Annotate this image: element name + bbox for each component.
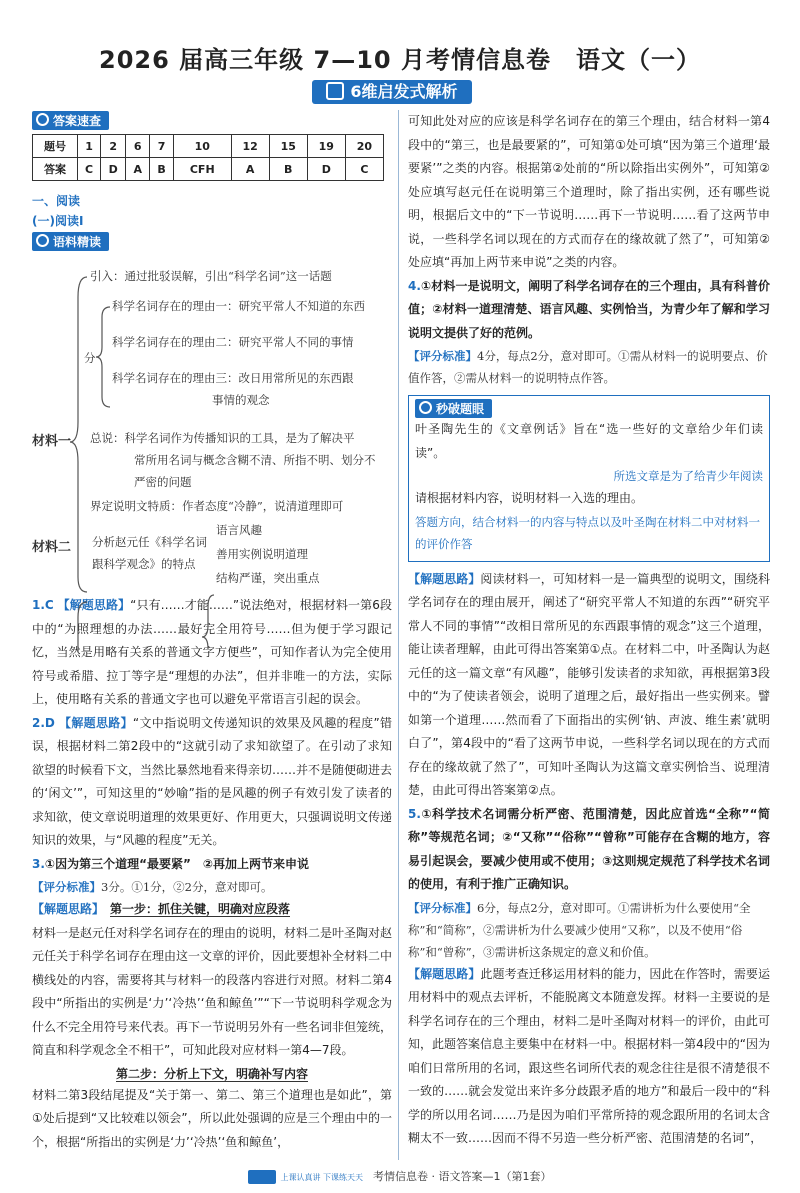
key-point-label: 秒破题眼 <box>436 402 485 416</box>
reading-tag <box>32 232 109 251</box>
material-two-analysis: 分析赵元任《科学名词 <box>92 535 207 549</box>
q4-label: 【解题思路】 <box>408 571 481 586</box>
reason-two: 科学名词存在的理由二：研究平常人不同的事情 <box>112 335 354 349</box>
q3-paragraph3: 可知此处对应的应该是科学名词存在的第三个理由，结合材料一第4段中的“第三，也是最要紧的”，可知第①处可填“因为第三个道理‘最要紧’”之类的内容。根据第②处前的“所以除指出实例外”，可知第②处应填写赵元任在说明第三个道理时，除了指出实例，还有哪些说明，根据后文中的“下一节说明……再下一节说明……看了这两节申说，一些科学名词以现在的方式而存在的缘故就了然了”，可知第②处应填“再加上两节来申说”之类的内容。 <box>408 114 770 269</box>
key-point-tag <box>415 399 492 418</box>
summary-line: 严密的问题 <box>134 475 192 489</box>
q4-standard-text: 4分，每点2分，意对即可。①需从材料一的说明要点、价值作答，②需从材料一的说明特点作答。 <box>408 349 768 385</box>
step-two: 第二步：分析上下文，明确补写内容 <box>115 1066 308 1081</box>
a-cell: D <box>307 158 345 181</box>
summary-line: 总说：科学名词作为传播知识的工具，是为了解决平 <box>90 431 355 445</box>
footer-text: 考情信息卷 · 语文答案—1（第1套） <box>373 1170 552 1183</box>
intro-note: 引入：通过批驳误解，引出“科学名词”这一话题 <box>90 269 332 283</box>
step-two-wrap <box>32 1065 392 1082</box>
reason-three: 科学名词存在的理由三：改日用常所见的东西跟 <box>112 371 354 385</box>
a-cell: B <box>269 158 307 181</box>
q4-standard <box>408 345 770 389</box>
q-cell: 12 <box>231 135 269 158</box>
q3-answer <box>32 853 392 877</box>
a-cell: C <box>78 158 101 181</box>
analysis-badge <box>312 80 472 104</box>
feature-item: 结构严谨，突出重点 <box>216 571 320 585</box>
question-row <box>33 135 384 158</box>
q4-explanation <box>408 568 770 803</box>
branch-label: 分 <box>84 351 96 365</box>
q-cell: 19 <box>307 135 345 158</box>
q-cell: 1 <box>78 135 101 158</box>
a-cell: CFH <box>173 158 231 181</box>
subsection-heading: (一)阅读Ⅰ <box>32 214 84 228</box>
a-cell: B <box>150 158 174 181</box>
q5-text: 此题考查迁移运用材料的能力，因此在作答时，需要运用材料中的观点去评析，不能脱离文本随意发挥。材料一主要说的是科学名词存在的三个理由，材料二是叶圣陶对材料一的评价，由此可知，此题答案信息主要集中在材料一中。根据材料一第4段中的“因为咱们日常所用的名词，跟这些名词所代表的观念往往是很不清楚很不一致的……就会发觉出来许多分歧跟矛盾的地方”和最后一段中的“科学的所以用名词……乃是因为咱们平常所持的观念跟所用的名词太含糊太不一致……因而不得不另造一些分析严密、范围清楚的名词”， <box>408 966 770 1145</box>
q5-answer-text: ①科学技术名词需分析严密、范围清楚，因此应首选“全称”“简称”等规范名词；②“又称”“俗称”“曾称”可能存在含糊的地方，容易引起误会，要减少使用或不使用；③这则规定规范了科学技术名词的使用，有利于推广正确知识。 <box>408 806 770 891</box>
answer-row <box>33 158 384 181</box>
column-divider <box>398 110 399 1160</box>
q3-standard-label: 【评分标准】 <box>32 880 101 894</box>
q5-explanation <box>408 963 770 1151</box>
summary-line: 常所用名词与概念含糊不清、所指不明、划分不 <box>134 453 376 467</box>
reason-three-cont: 事情的观念 <box>212 393 270 407</box>
section-heading: 一、阅读 <box>32 194 81 208</box>
q1-number: 1.C <box>32 598 54 612</box>
q3-step1 <box>32 898 392 922</box>
mind-map <box>32 257 392 652</box>
answer-check-tag <box>32 111 109 130</box>
q4-answer <box>408 275 770 346</box>
step-one: 第一步：抓住关键，明确对应段落 <box>110 902 291 916</box>
book-icon <box>36 234 49 247</box>
q-cell: 20 <box>345 135 383 158</box>
footer <box>0 1168 800 1184</box>
q-cell: 6 <box>126 135 150 158</box>
right-column <box>408 110 770 1151</box>
left-column <box>32 110 392 1154</box>
publisher-logo <box>248 1170 276 1184</box>
q3-paragraph1: 材料一是赵元任对科学名词存在的理由的说明，材料二是叶圣陶对赵元任关于科学名词存在理由这一文章的评价，因此要想补全材料二中横线处的内容，需要将其与材料一的段落内容进行对照。材料二第4段中“所指出的实例是‘力’‘冷热’‘鱼和鲸鱼’”“下一节说明科学观念为什么不完全用符号来代表。再下一节说明另外有一些名词非但笼统，简直和科学观念全不相干”，可知此段对应材料一第4—7段。 <box>32 925 393 1057</box>
reading-tag-label: 语料精读 <box>53 235 102 249</box>
answer-table <box>32 134 384 181</box>
footer-brand: 上课认真讲 下课练天天 <box>280 1173 364 1182</box>
q2-text: “文中指说明文传递知识的效果及风趣的程度”错误，根据材料二第2段中的“这就引动了求知欲望了。在引动了求知欲望的时候看下文，当然比暴然地看来得亲切……并不是随便砌进去的‘闲文’”，可知这里的“妙喻”指的是风趣的例子有效引发了读者的求知欲，使文章说明道理的效果更好、作用更大，只强调说明文传递知识的效果，与“风趣的程度”无关。 <box>32 715 393 847</box>
a-cell: D <box>101 158 126 181</box>
q5-label: 【解题思路】 <box>408 966 481 981</box>
key-point-note: 答题方向，结合材料一的内容与特点以及叶圣陶在材料二中对材料一的评价作答 <box>415 514 760 551</box>
key-point-note: 所选文章是为了给青少年阅读 <box>613 469 763 483</box>
material-two-analysis: 跟科学观念》的特点 <box>92 557 196 571</box>
q3-paragraph2: 材料二第3段结尾提及“关于第一、第二、第三个道理也是如此”，第①处后提到“又比较难以领会”，所以此处强调的应是三个理由中的一个，根据“所指出的实例是‘力’‘冷热’‘鱼和鲸鱼’， <box>32 1087 392 1149</box>
q3-standard-text: 3分。①1分，②2分，意对即可。 <box>101 880 273 894</box>
feature-item: 善用实例说明道理 <box>216 547 308 561</box>
q2-number: 2.D <box>32 715 55 730</box>
q4-answer-text: ①材料一是说明文，阐明了科学名词存在的三个理由，具有科普价值；②材料一道理清楚、语言风趣、实例恰当，为青少年了解和学习说明文提供了好的范例。 <box>408 278 770 340</box>
q3-standard <box>32 876 392 898</box>
material-two-note: 界定说明文特质：作者态度“冷静”，说清道理即可 <box>90 499 344 513</box>
material-one-label: 材料一 <box>32 434 72 449</box>
answer-check-label: 答案速查 <box>53 114 102 128</box>
q1-text: “只有……才能……”说法绝对，根据材料一第6段中的“为照理想的办法……最好完全用符号……但为便于学习跟记忆，当然是用略有关系的普通文字方便些”，可知作者认为完全使用符号或希腊、拉丁等字是“理想的办法”，但并非唯一的方法，实际上，使用略有关系的普通文字也可以避免平常语言引起的误会。 <box>32 598 392 706</box>
target-icon <box>419 401 432 414</box>
q5-standard-text: 6分，每点2分，意对即可。①需讲析为什么要使用“全称”和“简称”，②需讲析为什么要减少使用“又称”，以及不使用“俗称”和“曾称”，③需讲析这条规定的意义和价值。 <box>408 900 751 959</box>
badge-label: 6维启发式解析 <box>350 82 458 101</box>
q1-label: 【解题思路】 <box>57 598 131 612</box>
q5-number: 5. <box>408 806 421 821</box>
material-two-label: 材料二 <box>32 540 72 555</box>
q3-number: 3. <box>32 856 45 871</box>
row-header: 题号 <box>33 135 78 158</box>
q5-standard-label: 【评分标准】 <box>408 900 477 915</box>
q-cell: 7 <box>150 135 174 158</box>
q2-explanation <box>32 712 392 853</box>
q4-number: 4. <box>408 278 421 293</box>
q3-label: 【解题思路】 <box>32 902 99 916</box>
key-point-box <box>408 395 770 562</box>
key-point-text: 请根据材料内容，说明材料一入选的理由。 <box>415 491 644 505</box>
q4-standard-label: 【评分标准】 <box>408 349 477 363</box>
q3-answer-text: ①因为第三个道理“最要紧” ②再加上两节来申说 <box>44 856 310 871</box>
key-point-text: 叶圣陶先生的《文章例话》旨在“选一些好的文章给少年们读读”。 <box>415 422 763 460</box>
a-cell: A <box>231 158 269 181</box>
a-cell: C <box>345 158 383 181</box>
q-cell: 15 <box>269 135 307 158</box>
q4-text: 阅读材料一，可知材料一是一篇典型的说明文，围绕科学名词存在的理由展开，阐述了“研究平常人不知道的东西”“研究平常人不同的事情”“改相日常所见的东西跟事情的观念”这三个道理，能让读者理解，由此可得出答案第①点。在材料二中，叶圣陶认为赵元任的这一篇文章“有风趣”，能够引发读者的求知欲，再根据第3段中的“为了使读者领会，说明了道理之后，最好指出一些实例来。譬如第一个道理……然而看了下面指出的实例‘钠、声波、维生素’就明白了”，第4段中的“看了这两节申说，一些科学名词以现在的方式而存在的缘故就了然了”，可知叶圣陶认为这篇文章实例恰当、说理清楚，由此可得出答案第②点。 <box>408 571 770 797</box>
q5-standard <box>408 897 770 963</box>
page-title: 2026 届高三年级 7—10 月考情信息卷 语文（一） <box>99 46 701 74</box>
q5-answer <box>408 803 770 897</box>
q2-label: 【解题思路】 <box>59 715 133 730</box>
reason-one: 科学名词存在的理由一：研究平常人不知道的东西 <box>112 299 365 313</box>
q-cell: 10 <box>173 135 231 158</box>
row-header: 答案 <box>33 158 78 181</box>
book-icon <box>326 82 344 100</box>
q-cell: 2 <box>101 135 126 158</box>
feature-item: 语言风趣 <box>216 523 262 537</box>
search-icon <box>36 113 49 126</box>
a-cell: A <box>126 158 150 181</box>
